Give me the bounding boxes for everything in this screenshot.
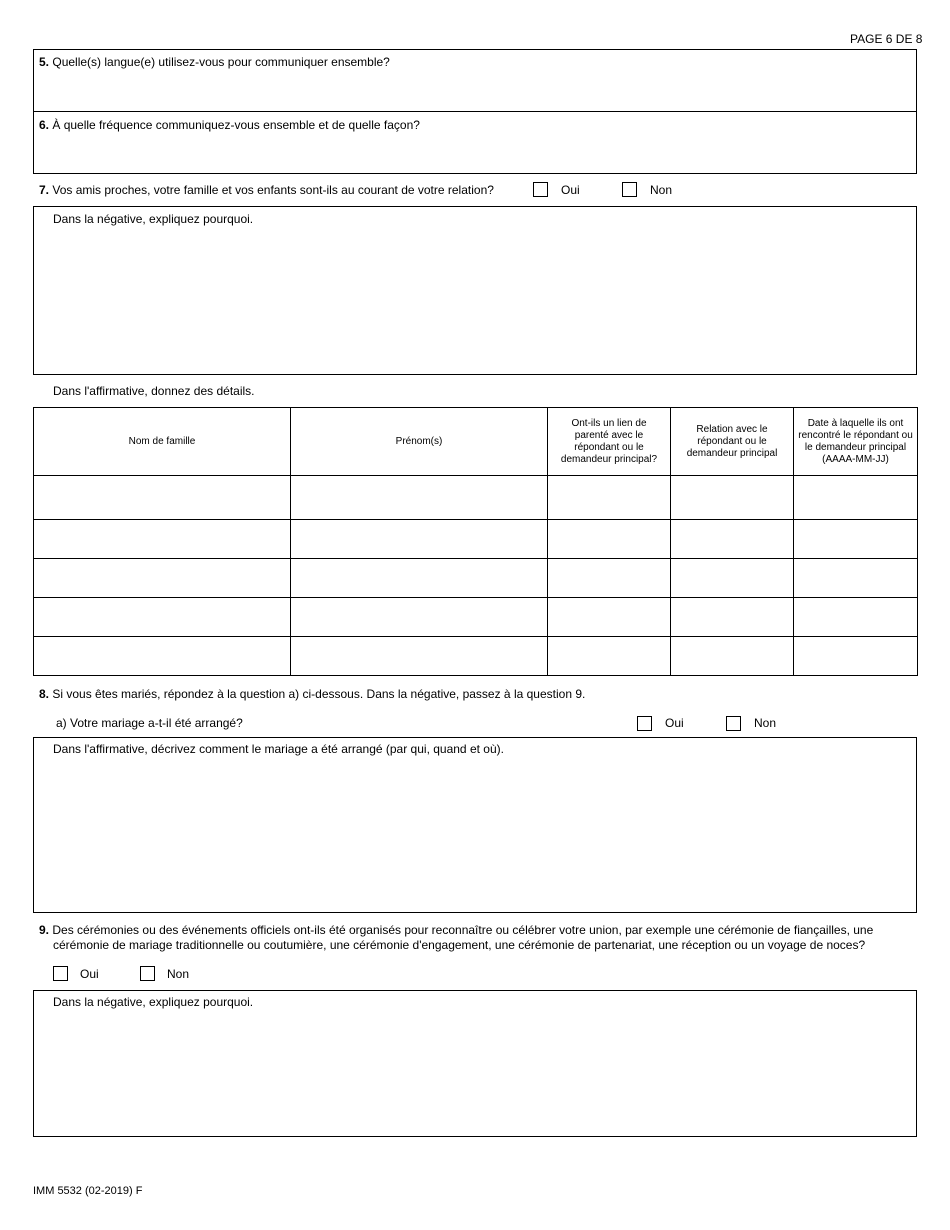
q5-answer-box[interactable] <box>33 49 917 112</box>
q9-text-line2: cérémonie de mariage traditionnelle ou coutumière, une cérémonie d'engagement, une cérémonie de partenariat, une réception ou un voyage de noces? <box>53 938 866 952</box>
header-last-name: Nom de famille <box>34 408 291 476</box>
table-cell[interactable] <box>291 598 548 637</box>
table-cell[interactable] <box>548 598 671 637</box>
table-cell[interactable] <box>794 476 918 520</box>
table-cell[interactable] <box>794 598 918 637</box>
q5-number: 5. <box>39 55 50 69</box>
table-cell[interactable] <box>671 598 794 637</box>
page-number: PAGE 6 DE 8 <box>850 32 923 46</box>
table-cell[interactable] <box>671 559 794 598</box>
table-cell[interactable] <box>291 476 548 520</box>
q8-question <box>39 687 585 701</box>
table-cell[interactable] <box>34 598 291 637</box>
q7-yes-label: Oui <box>561 183 580 197</box>
q7-negative-label: Dans la négative, expliquez pourquoi. <box>53 212 254 226</box>
q8-affirmative-answer-box[interactable] <box>33 737 917 913</box>
q6-number: 6. <box>39 118 50 132</box>
q9-yes-label: Oui <box>80 967 99 981</box>
q8a-no-checkbox[interactable] <box>726 716 741 731</box>
q8a-yes-checkbox[interactable] <box>637 716 652 731</box>
q7-yes-checkbox[interactable] <box>533 182 548 197</box>
q9-no-checkbox[interactable] <box>140 966 155 981</box>
q7-negative-answer-box[interactable] <box>33 206 917 375</box>
q8a-no-label: Non <box>754 716 777 730</box>
table-row <box>34 559 918 598</box>
q5-question <box>39 55 390 69</box>
q6-answer-box[interactable] <box>33 111 917 174</box>
q6-text: À quelle fréquence communiquez-vous ensemble et de quelle façon? <box>52 118 420 132</box>
form-id: IMM 5532 (02-2019) F <box>33 1185 143 1197</box>
table-cell[interactable] <box>548 637 671 676</box>
q9-negative-label: Dans la négative, expliquez pourquoi. <box>53 995 254 1009</box>
table-cell[interactable] <box>548 520 671 559</box>
q9-negative-answer-box[interactable] <box>33 990 917 1137</box>
q7-no-label: Non <box>650 183 673 197</box>
table-row <box>34 520 918 559</box>
q7-text: Vos amis proches, votre famille et vos enfants sont-ils au courant de votre relation? <box>52 183 494 197</box>
q7-question <box>39 183 494 197</box>
q8-text: Si vous êtes mariés, répondez à la question a) ci-dessous. Dans la négative, passez à la question 9. <box>52 687 586 701</box>
q9-no-label: Non <box>167 967 190 981</box>
q9-text-line1: Des cérémonies ou des événements officiels ont-ils été organisés pour reconnaître ou célébrer votre union, par exemple une cérémonie de fiançailles, une <box>52 923 874 937</box>
table-cell[interactable] <box>794 559 918 598</box>
table-row <box>34 598 918 637</box>
table-cell[interactable] <box>671 520 794 559</box>
table-cell[interactable] <box>794 637 918 676</box>
q8-affirmative-label: Dans l'affirmative, décrivez comment le mariage a été arrangé (par qui, quand et où). <box>53 742 504 756</box>
table-cell[interactable] <box>291 520 548 559</box>
q7-affirmative-label: Dans l'affirmative, donnez des détails. <box>53 384 255 398</box>
q8a-question: a) Votre mariage a-t-il été arrangé? <box>56 716 243 730</box>
q6-question <box>39 118 420 132</box>
table-cell[interactable] <box>548 476 671 520</box>
q7-no-checkbox[interactable] <box>622 182 637 197</box>
header-related: Ont-ils un lien de parenté avec le répondant ou le demandeur principal? <box>548 408 671 476</box>
table-cell[interactable] <box>671 637 794 676</box>
q5-text: Quelle(s) langue(e) utilisez-vous pour communiquer ensemble? <box>52 55 390 69</box>
header-first-names: Prénom(s) <box>291 408 548 476</box>
table-cell[interactable] <box>671 476 794 520</box>
table-cell[interactable] <box>291 637 548 676</box>
q9-number: 9. <box>39 923 50 937</box>
table-cell[interactable] <box>34 637 291 676</box>
table-cell[interactable] <box>34 476 291 520</box>
header-date-met: Date à laquelle ils ont rencontré le répondant ou le demandeur principal (AAAA-MM-JJ) <box>794 408 918 476</box>
table-cell[interactable] <box>548 559 671 598</box>
q8-number: 8. <box>39 687 50 701</box>
table-cell[interactable] <box>34 520 291 559</box>
q8a-yes-label: Oui <box>665 716 684 730</box>
table-cell[interactable] <box>291 559 548 598</box>
table-cell[interactable] <box>794 520 918 559</box>
relations-table <box>33 407 918 676</box>
table-row <box>34 476 918 520</box>
table-header-row <box>34 408 918 476</box>
q9-question-line1 <box>39 923 873 937</box>
table-cell[interactable] <box>34 559 291 598</box>
table-row <box>34 637 918 676</box>
header-relationship: Relation avec le répondant ou le demandeur principal <box>671 408 794 476</box>
q7-number: 7. <box>39 183 50 197</box>
q9-yes-checkbox[interactable] <box>53 966 68 981</box>
